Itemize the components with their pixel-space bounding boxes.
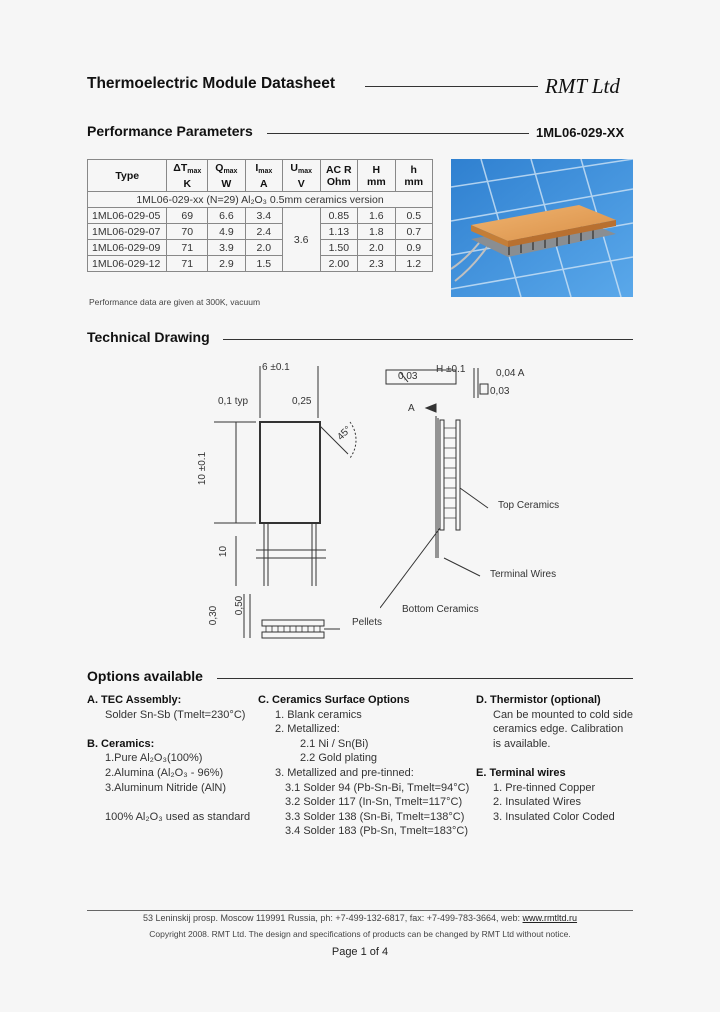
cell-h: 0.9 [395,240,432,256]
cell-dtmax: 70 [167,224,208,240]
page-number: Page 1 of 4 [331,946,389,958]
col-header-h: h mm [395,160,432,192]
table-span-row [88,192,433,208]
option-heading-tec: A. TEC Assembly: [87,694,182,706]
col-header-dtmax: $\Delta T_{max}$ K [167,160,208,192]
col-header-imax: $I_{max}$ A [245,160,282,192]
cell-acr: 2.00 [320,256,358,272]
options-col-3 [476,693,633,824]
options-col-2 [258,693,469,839]
document-title: Thermoelectric Module Datasheet [87,75,336,92]
option-item: 3. Metallized and pre-tinned: [275,766,414,779]
cell-H: 1.6 [358,208,395,224]
header-rule [365,86,538,87]
dim-height: H ±0.1 [436,364,466,375]
model-number: 1ML06-029-XX [536,125,625,140]
cell-h: 0.7 [395,224,432,240]
option-heading-thermistor: D. Thermistor (optional) [476,694,601,706]
cell-qmax: 6.6 [208,208,246,224]
dim-parallel: 0,04 A [496,368,525,379]
table-row [88,240,433,256]
cell-qmax: 4.9 [208,224,246,240]
cell-H: 1.8 [358,224,395,240]
dim-flatness: 0,03 [398,371,418,382]
option-item: 1. Pre-tinned Copper [493,781,596,794]
table-row [88,208,433,224]
option-heading-wires: E. Terminal wires [476,766,566,779]
option-item: 3.3 Solder 138 (Sn-Bi, Tmelt=138°C) [285,810,465,823]
option-item: 1.Pure Al₂O₃(100%) [105,752,203,765]
label-top-ceramics: Top Ceramics [498,500,560,511]
section-heading-performance: Performance Parameters [87,123,253,139]
cell-acr: 1.50 [320,240,358,256]
cell-imax: 2.4 [245,224,282,240]
col-header-qmax: $Q_{max}$ W [208,160,246,192]
cell-umax: 3.6 [282,208,320,272]
option-heading-ceramics: B. Ceramics: [87,737,155,750]
cell-h: 1.2 [395,256,432,272]
option-item: 2.1 Ni / Sn(Bi) [300,737,369,750]
option-item: 3.4 Solder 183 (Pb-Sn, Tmelt=183°C) [285,825,469,838]
dim-pitch-1: 0,30 [208,605,220,626]
option-item: 3.1 Solder 94 (Pb-Sn-Bi, Tmelt=94°C) [285,781,470,794]
dim-pitch-2: 0,50 [234,595,246,616]
dim-width: 6 ±0.1 [262,362,290,373]
section-heading-options: Options available [87,668,203,684]
cell-dtmax: 71 [167,256,208,272]
footer-copyright: Copyright 2008. RMT Ltd. The design and specifications of products can be changed by RMT Ltd without notice. [149,929,571,939]
dim-wire-length: 10 [218,545,230,558]
cell-type: 1ML06-029-12 [88,256,167,272]
cell-H: 2.3 [358,256,395,272]
performance-note: Performance data are given at 300K, vacuum [89,297,261,307]
dim-chamfer-right: 0,25 [292,396,312,407]
option-item: 2. Insulated Wires [493,796,582,809]
cell-imax: 1.5 [245,256,282,272]
cell-imax: 2.0 [245,240,282,256]
label-bottom-ceramics: Bottom Ceramics [402,604,479,615]
cell-acr: 0.85 [320,208,358,224]
label-pellets: Pellets [352,617,383,628]
footer-rule [87,910,633,911]
drawing-rule [223,339,633,340]
footer-address: 53 Leninskij prosp. Moscow 119991 Russia, ph: +7-499-132-6817, fax: +7-499-783-3664, web: www.rmtltd.ru [142,913,578,923]
option-item: 2.Alumina (Al₂O₃ - 96%) [105,766,224,779]
datum-label: A [408,403,415,414]
options-col-1 [87,693,250,824]
table-row [88,224,433,240]
option-item: ceramics edge. Calibration [493,723,624,736]
cell-h: 0.5 [395,208,432,224]
dim-flatness-2: 0,03 [490,386,510,397]
product-photo [451,159,633,297]
col-header-type: Type [88,160,167,192]
cell-type: 1ML06-029-05 [88,208,167,224]
cell-type: 1ML06-029-09 [88,240,167,256]
dim-chamfer-left: 0,1 typ [218,396,249,407]
option-item: 2. Metallized: [275,723,340,736]
col-header-acr: AC R Ohm [320,160,358,192]
options-rule [217,678,633,679]
option-item: 2.2 Gold plating [300,752,378,765]
dim-length: 10 ±0.1 [197,451,209,486]
cell-imax: 3.4 [245,208,282,224]
cell-type: 1ML06-029-07 [88,224,167,240]
cell-dtmax: 71 [167,240,208,256]
cell-qmax: 2.9 [208,256,246,272]
cell-H: 2.0 [358,240,395,256]
performance-table [87,159,433,272]
cell-qmax: 3.9 [208,240,246,256]
option-item: 1. Blank ceramics [275,708,362,721]
table-header-row [88,160,433,192]
ceramics-version-note: 1ML06-029-xx (N=29) Al₂O₃ 0.5mm ceramics version [88,192,433,208]
option-item: 3.2 Solder 117 (In-Sn, Tmelt=117°C) [285,796,463,809]
company-logo: RMT Ltd [545,74,620,98]
option-item: Can be mounted to cold side [493,708,634,721]
option-item: is available. [493,737,551,750]
cell-acr: 1.13 [320,224,358,240]
option-item: 3.Aluminum Nitride (AlN) [105,781,227,794]
dim-angle: 45° [335,424,354,443]
table-row [88,256,433,272]
label-terminal-wires: Terminal Wires [490,569,557,580]
section-heading-drawing: Technical Drawing [87,329,210,345]
option-item: Solder Sn-Sb (Tmelt=230°C) [105,708,246,721]
cell-dtmax: 69 [167,208,208,224]
performance-rule [267,133,529,134]
option-item: 3. Insulated Color Coded [493,810,615,823]
col-header-umax: $U_{max}$ V [282,160,320,192]
col-header-H: H mm [358,160,395,192]
option-item: 100% Al₂O₃ used as standard [105,810,251,823]
website-link[interactable]: www.rmtltd.ru [522,913,578,923]
option-heading-surface: C. Ceramics Surface Options [258,694,410,706]
